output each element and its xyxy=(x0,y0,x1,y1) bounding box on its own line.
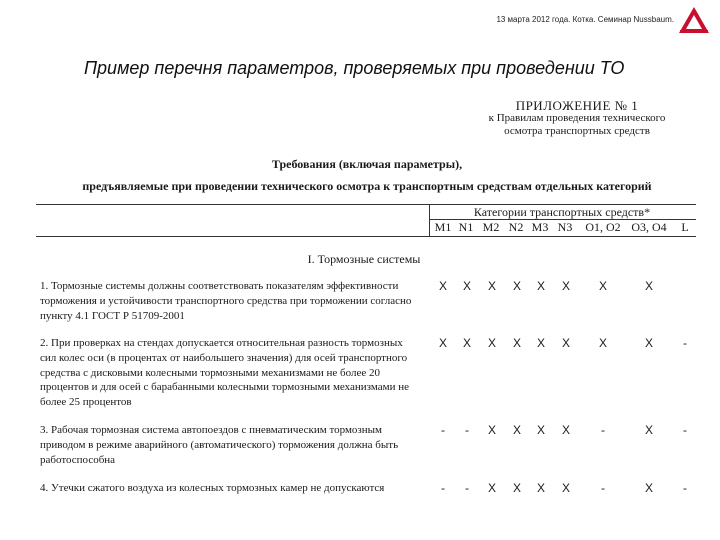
appendix-number: ПРИЛОЖЕНИЕ № 1 xyxy=(515,98,639,113)
col-header-n3: N3 xyxy=(557,220,573,234)
section-title: I. Тормозные системы xyxy=(307,252,421,266)
row3-mark-o3-o4: X xyxy=(644,423,653,437)
header-text: 13 марта 2012 года. Котка. Семинар Nussbaum. xyxy=(496,15,674,24)
slide-title: Пример перечня параметров, проверяемых при проведении ТО xyxy=(84,58,625,78)
table-row-text: 4. Утечки сжатого воздуха из колесных тормозных камер не допускаются xyxy=(40,482,385,494)
row2-mark-m3: X xyxy=(536,336,545,350)
col-header-m1: M1 xyxy=(434,220,452,234)
row1-mark-m2: X xyxy=(487,279,496,293)
row2-mark-n3: X xyxy=(561,336,570,350)
row2-mark-m1: X xyxy=(438,336,447,350)
table-row-text: 2. При проверках на стендах допускается относительная разность тормозных сил колес оси (в процентах от наибольшего значения) для осей транспортного средства с дисковыми колесными тормозными механизмами не более 20 процентов и для осей с барабанными колесными тормозными механизмами не более 25 процентов xyxy=(40,337,409,409)
table-row-text: 1. Тормозные системы должны соответствовать показателям эффективности торможения и устойчивости транспортного средства при торможении согласно пункту 4.1 ГОСТ Р 51709-2001 xyxy=(40,280,412,322)
appendix-line-3: осмотра транспортных средств xyxy=(504,125,650,137)
col-header-o3-o4: O3, O4 xyxy=(631,220,667,234)
row2-mark-l: - xyxy=(683,336,687,350)
row3-mark-m3: X xyxy=(536,423,545,437)
row3-mark-m1: - xyxy=(441,423,445,437)
row2-mark-o1-o2: X xyxy=(598,336,607,350)
row4-mark-m3: X xyxy=(536,481,545,495)
row4-mark-o1-o2: - xyxy=(601,481,605,495)
row1-mark-n3: X xyxy=(561,279,570,293)
requirements-title-2: предъявляемые при проведении технического осмотра к транспортным средствам отдельных категорий xyxy=(82,179,652,193)
row2-mark-o3-o4: X xyxy=(644,336,653,350)
row1-mark-o3-o4: X xyxy=(644,279,653,293)
col-header-m3: M3 xyxy=(531,220,549,234)
row4-mark-o3-o4: X xyxy=(644,481,653,495)
requirements-title-1: Требования (включая параметры), xyxy=(271,157,463,171)
row4-mark-l: - xyxy=(683,481,687,495)
table-bottom-rule xyxy=(36,236,696,237)
row3-mark-n3: X xyxy=(561,423,570,437)
col-header-m2: M2 xyxy=(482,220,500,234)
row3-mark-n2: X xyxy=(512,423,521,437)
row2-mark-n1: X xyxy=(462,336,471,350)
col-header-o1-o2: O1, O2 xyxy=(585,220,621,234)
col-header-n1: N1 xyxy=(458,220,474,234)
row2-mark-m2: X xyxy=(487,336,496,350)
row4-mark-n3: X xyxy=(561,481,570,495)
row3-mark-l: - xyxy=(683,423,687,437)
row1-mark-o1-o2: X xyxy=(598,279,607,293)
row1-mark-m3: X xyxy=(536,279,545,293)
appendix-line-2: к Правилам проведения технического xyxy=(488,112,666,124)
row1-mark-n1: X xyxy=(462,279,471,293)
row3-mark-n1: - xyxy=(465,423,469,437)
table-row-text: 3. Рабочая тормозная система автопоездов с пневматическим тормозным приводом в режиме аварийного (автоматического) торможения должна быть работоспособна xyxy=(40,424,399,466)
col-header-n2: N2 xyxy=(508,220,524,234)
row4-mark-m2: X xyxy=(487,481,496,495)
company-logo-icon xyxy=(678,6,710,36)
slide-header xyxy=(0,0,720,40)
row1-mark-n2: X xyxy=(512,279,521,293)
row3-mark-o1-o2: - xyxy=(601,423,605,437)
col-header-l: L xyxy=(681,220,689,234)
row4-mark-n2: X xyxy=(512,481,521,495)
row2-mark-n2: X xyxy=(512,336,521,350)
row4-mark-n1: - xyxy=(465,481,469,495)
categories-header: Категории транспортных средств* xyxy=(473,205,651,219)
row4-mark-m1: - xyxy=(441,481,445,495)
appendix-block xyxy=(472,99,682,138)
row3-mark-m2: X xyxy=(487,423,496,437)
row1-mark-m1: X xyxy=(438,279,447,293)
